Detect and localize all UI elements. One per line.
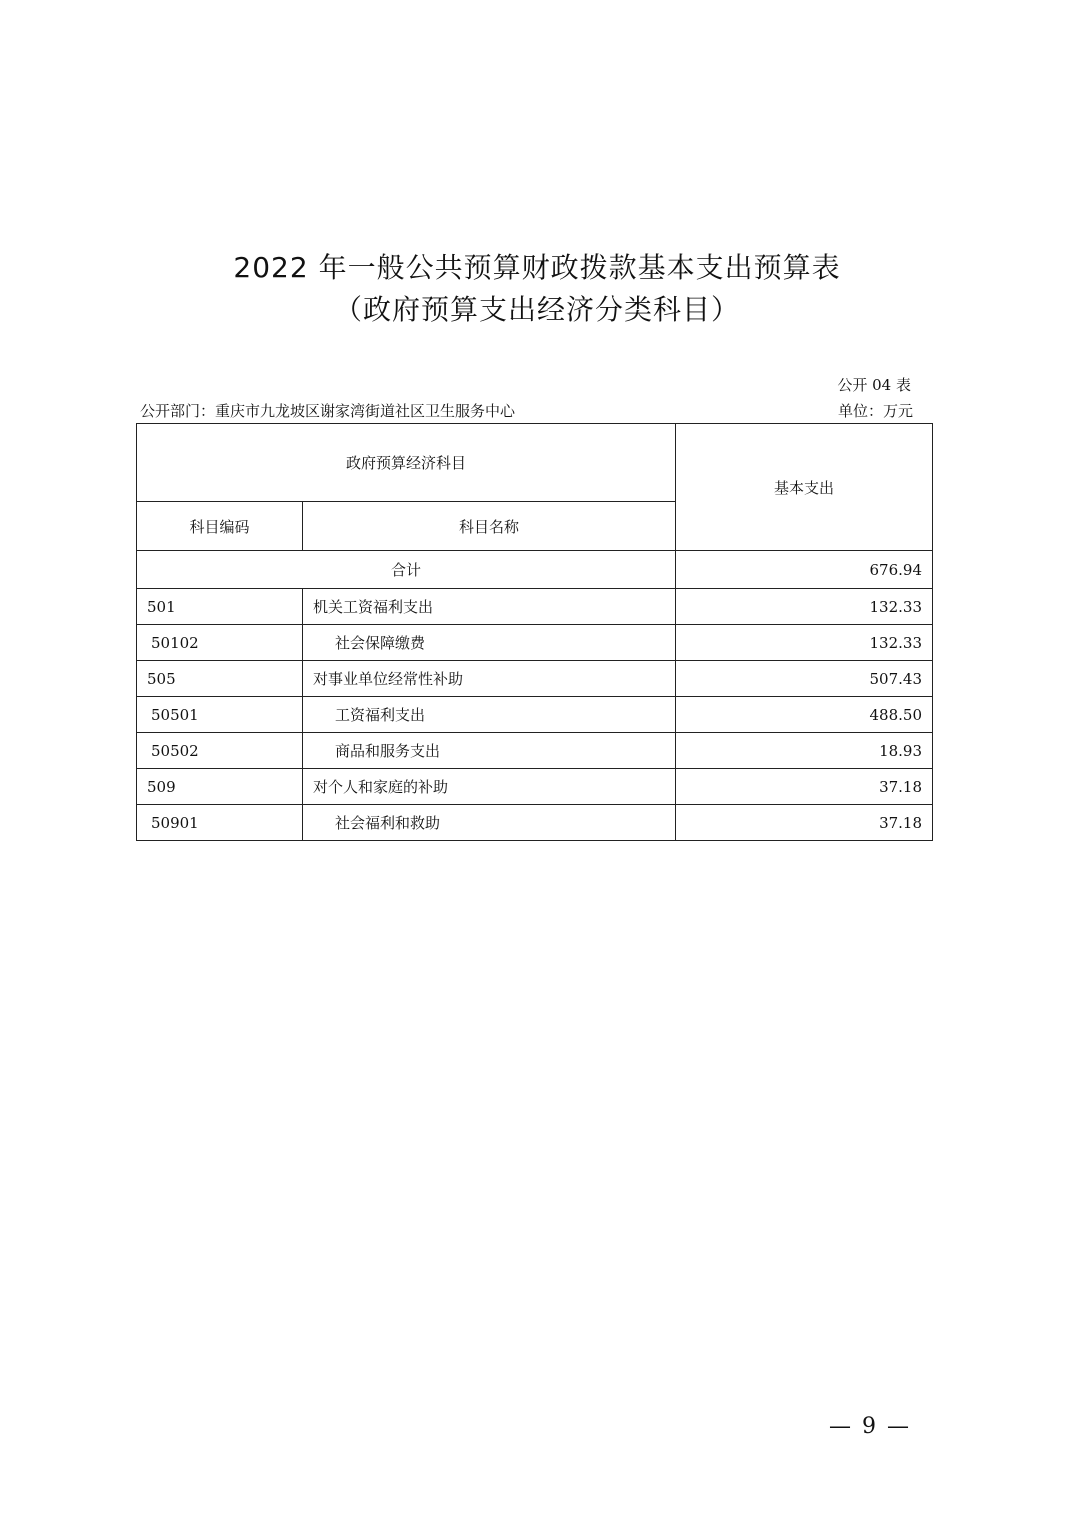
table-row [137,625,933,661]
total-label: 合计 [137,551,676,589]
row-value: 132.33 [676,625,933,661]
table-row [137,589,933,625]
row-code: 50502 [137,733,303,769]
page-title: 2022 年一般公共预算财政拨款基本支出预算表 [233,251,841,284]
header-subject-name: 科目名称 [303,502,676,551]
row-code: 509 [137,769,303,805]
unit-label: 单位：万元 [837,402,913,420]
row-code: 50102 [137,625,303,661]
header-basic-expenditure: 基本支出 [676,424,933,551]
header-subject-code: 科目编码 [137,502,303,551]
row-value: 488.50 [676,697,933,733]
row-name: 对个人和家庭的补助 [303,769,676,805]
header-economic-subject: 政府预算经济科目 [137,424,676,502]
table-row [137,661,933,697]
row-code: 50901 [137,805,303,841]
budget-table [136,423,933,841]
table-row [137,697,933,733]
row-name: 机关工资福利支出 [303,589,676,625]
row-code: 501 [137,589,303,625]
row-name: 商品和服务支出 [303,733,676,769]
row-name: 工资福利支出 [303,697,676,733]
row-value: 132.33 [676,589,933,625]
total-value: 676.94 [676,551,933,589]
row-value: 37.18 [676,805,933,841]
row-code: 505 [137,661,303,697]
form-number: 公开 04 表 [837,376,911,394]
row-name: 社会福利和救助 [303,805,676,841]
row-code: 50501 [137,697,303,733]
row-value: 507.43 [676,661,933,697]
row-name: 对事业单位经常性补助 [303,661,676,697]
department-label: 公开部门：重庆市九龙坡区谢家湾街道社区卫生服务中心 [140,402,516,420]
row-value: 18.93 [676,733,933,769]
table-row [137,733,933,769]
table-row [137,805,933,841]
row-name: 社会保障缴费 [303,625,676,661]
page-subtitle: （政府预算支出经济分类科目） [333,293,740,326]
table-row [137,769,933,805]
page-number: — 9 — [829,1414,911,1439]
row-value: 37.18 [676,769,933,805]
